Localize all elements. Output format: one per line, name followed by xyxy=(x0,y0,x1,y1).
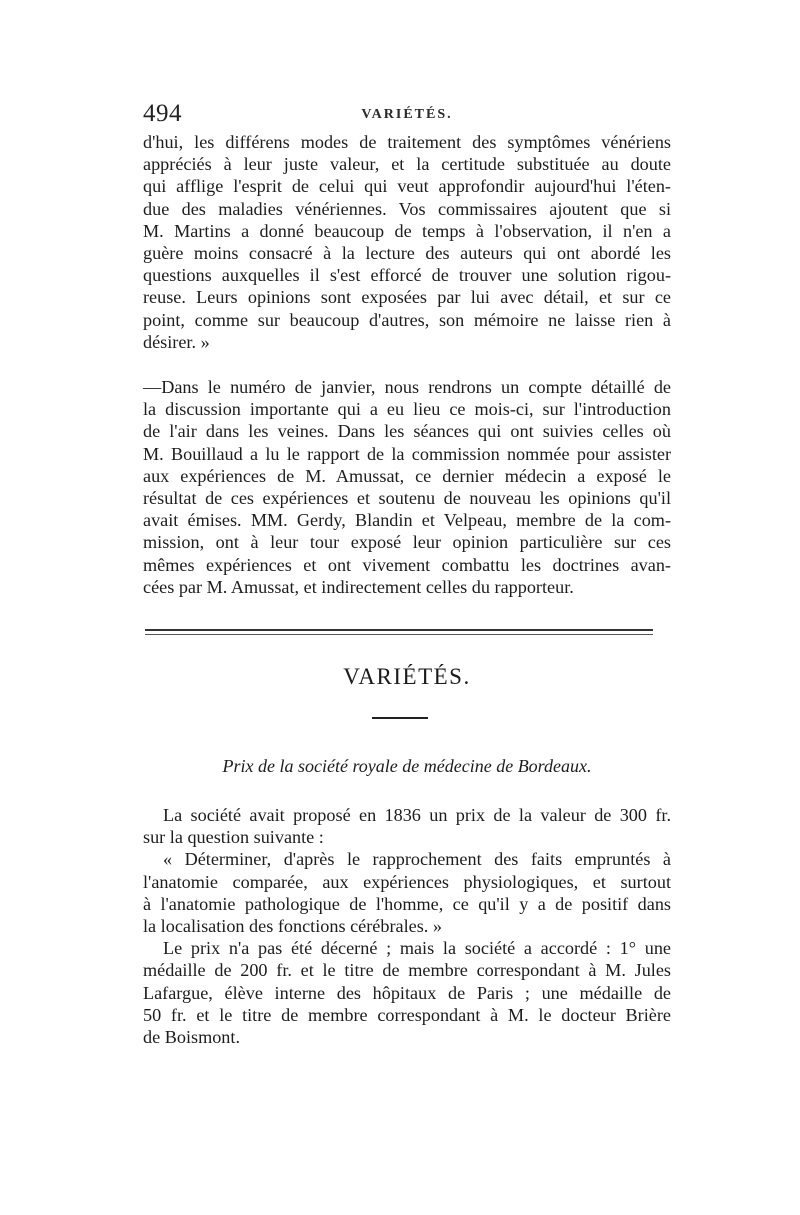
double-rule-divider xyxy=(145,629,653,637)
section-heading: VARIÉTÉS. xyxy=(343,664,471,689)
text-line: avait émises. MM. Gerdy, Blandin et Velpeau, membre de la com- xyxy=(143,510,671,531)
text-line: questions auxquelles il s'est efforcé de trouver une solution rigou- xyxy=(143,265,671,286)
text-line: 50 fr. et le titre de membre correspondant à M. le docteur Brière xyxy=(143,1004,671,1025)
text-line: de Boismont. xyxy=(143,1026,241,1047)
page-number: 494 xyxy=(143,100,182,127)
text-line: médaille de 200 fr. et le titre de membre correspondant à M. Jules xyxy=(143,960,671,981)
text-line: cées par M. Amussat, et indirectement celles du rapporteur. xyxy=(143,576,574,597)
paragraph-commission-report xyxy=(143,131,671,353)
paragraph-air-in-veins xyxy=(143,376,671,598)
text-line: reuse. Leurs opinions sont exposées par lui avec détail, et sur ce xyxy=(143,287,671,308)
text-line: la localisation des fonctions cérébrales. » xyxy=(143,915,442,936)
text-line: d'hui, les différens modes de traitement des symptômes vénériens xyxy=(143,132,671,152)
text-line: qui afflige l'esprit de celui qui veut approfondir aujourd'hui l'éten- xyxy=(143,176,671,197)
text-line: mission, ont à leur tour exposé leur opinion particulière sur ces xyxy=(143,532,671,553)
text-line: l'anatomie comparée, aux expériences physiologiques, et surtout xyxy=(143,871,671,892)
text-line: due des maladies vénériennes. Vos commissaires ajoutent que si xyxy=(143,198,671,219)
text-line: Lafargue, élève interne des hôpitaux de Paris ; une médaille de xyxy=(143,982,671,1003)
running-title: VARIÉTÉS. xyxy=(361,107,453,122)
text-line: —Dans le numéro de janvier, nous rendrons un compte détaillé de xyxy=(143,377,671,397)
paragraph-prize xyxy=(143,804,671,1048)
text-line: Le prix n'a pas été décerné ; mais la société a accordé : 1° une xyxy=(163,938,671,959)
text-line: la discussion importante qui a eu lieu ce mois-ci, sur l'introduction xyxy=(143,399,671,420)
text-line: M. Martins a donné beaucoup de temps à l'observation, il n'en a xyxy=(143,220,671,241)
text-line: mêmes expériences et ont vivement combattu les doctrines avan- xyxy=(143,554,671,575)
text-line: sur la question suivante : xyxy=(143,827,324,848)
text-line: point, comme sur beaucoup d'autres, son mémoire ne laisse rien à xyxy=(143,309,671,330)
text-line: guère moins consacré à la lecture des auteurs qui ont abordé les xyxy=(143,242,671,263)
text-line: appréciés à leur juste valeur, et la certitude substituée au doute xyxy=(143,154,671,175)
section-subheading: Prix de la société royale de médecine de Bordeaux. xyxy=(222,756,592,776)
text-line: M. Bouillaud a lu le rapport de la commission nommée pour assister xyxy=(143,443,671,464)
text-line: résultat de ces expériences et soutenu de nouveau les opinions qu'il xyxy=(143,487,671,508)
text-line: « Déterminer, d'après le rapprochement des faits empruntés à xyxy=(163,849,671,870)
text-line: à l'anatomie pathologique de l'homme, ce qu'il y a de positif dans xyxy=(143,893,671,914)
text-line: de l'air dans les veines. Dans les séances qui ont suivies celles où xyxy=(143,421,671,442)
text-line: La société avait proposé en 1836 un prix de la valeur de 300 fr. xyxy=(163,805,671,825)
short-rule-divider xyxy=(372,717,428,719)
running-head xyxy=(143,100,671,130)
text-line: désirer. » xyxy=(143,331,210,352)
text-line: aux expériences de M. Amussat, ce dernier médecin a exposé le xyxy=(143,465,671,486)
